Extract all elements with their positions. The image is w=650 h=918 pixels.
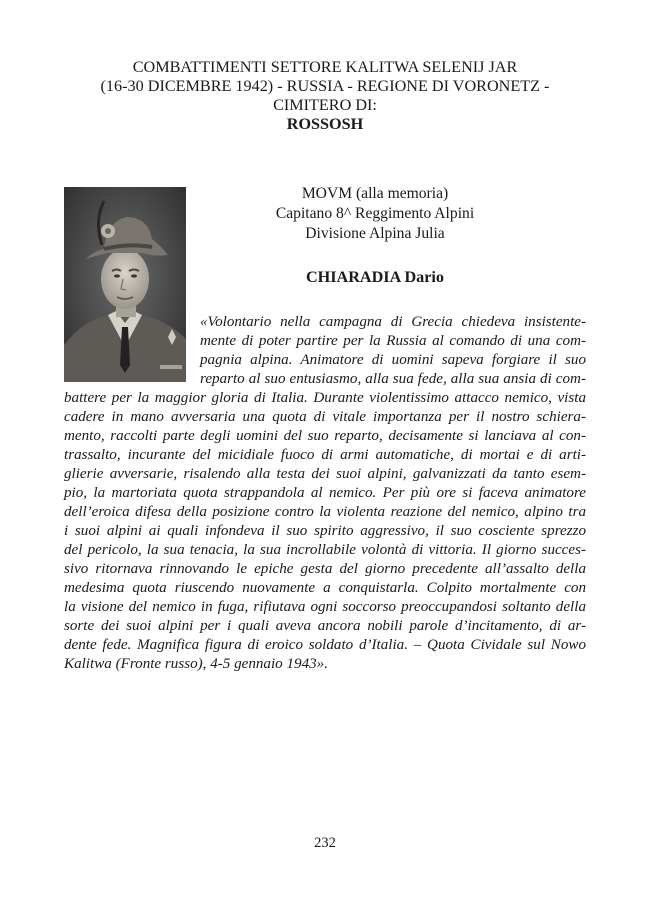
rank-regiment: Capitano 8^ Reggimento Alpini [275, 205, 475, 222]
motivation-line: «Volontario nella campagna di Grecia chiedeva insistente- [200, 314, 586, 330]
motivation-line: battere per la maggior gloria di Italia. Durante violentissimo attacco nemico, vista [64, 390, 586, 406]
motivation-line: Kalitwa (Fronte russo), 4-5 gennaio 1943». [64, 656, 328, 672]
motivation-line: trassalto, incurante del micidiale fuoco di armi automatiche, di mortai e di arti- [64, 447, 586, 463]
header-line-3: CIMITERO DI: [273, 96, 377, 114]
person-name: CHIARADIA Dario [305, 268, 445, 286]
award-title: MOVM (alla memoria) [301, 185, 449, 202]
motivation-line: mento, raccolti parte degli uomini del suo reparto, decisamente si lanciava al con- [64, 428, 586, 444]
page-number: 232 [314, 835, 336, 851]
motivation-line: reparto al suo entusiasmo, alla sua fede, alla sua ansia di com- [200, 371, 586, 387]
motivation-line: cadere in mano avversaria una quota di vitale importanza per il nostro schiera- [64, 409, 586, 425]
header-line-1: COMBATTIMENTI SETTORE KALITWA SELENIJ JAR [132, 58, 518, 76]
motivation-line: del pericolo, la sua tenacia, la sua incrollabile volontà di vittoria. Il giorno succes- [64, 542, 586, 558]
cemetery-name: ROSSOSH [286, 115, 364, 133]
header-line-2: (16-30 DICEMBRE 1942) - RUSSIA - REGIONE DI VORONETZ - [100, 77, 550, 95]
motivation-line: pagnia alpina. Animatore di uomini sapeva forgiare il suo [200, 352, 586, 368]
division: Divisione Alpina Julia [305, 225, 445, 242]
motivation-line: la visione del nemico in fuga, rifiutava ogni soccorso preoccupandosi soltanto della [64, 599, 586, 615]
motivation-line: mente di poter partire per la Russia al comando di una com- [200, 333, 586, 349]
motivation-line: sivo ritornava rinnovando le epiche gesta del giorno precedente all’assalto della [64, 561, 586, 577]
motivation-line: pio, la martoriata quota strappandola al nemico. Per più ore si faceva animatore [64, 485, 586, 501]
motivation-line: sorte dei suoi alpini per i quali aveva ancora nobili parole d’incitamento, di ar- [64, 618, 586, 634]
motivation-line: dell’eroica difesa della posizione contro la violenta reazione del nemico, alpino tra [64, 504, 586, 520]
motivation-line: glierie avversarie, risalendo alla testa dei suoi alpini, galvanizzati da tanto esem- [64, 466, 586, 482]
motivation-line: medesima quota riuscendo nuovamente a conquistarla. Colpito mortalmente con [64, 580, 586, 596]
motivation-line: dente fede. Magnifica figura di eroico soldato d’Italia. – Quota Cividale sul Nowo [64, 637, 586, 653]
motivation-line: i suoi alpini ai quali infondeva il suo spirito aggressivo, il suo cosciente sprezzo [64, 523, 586, 539]
